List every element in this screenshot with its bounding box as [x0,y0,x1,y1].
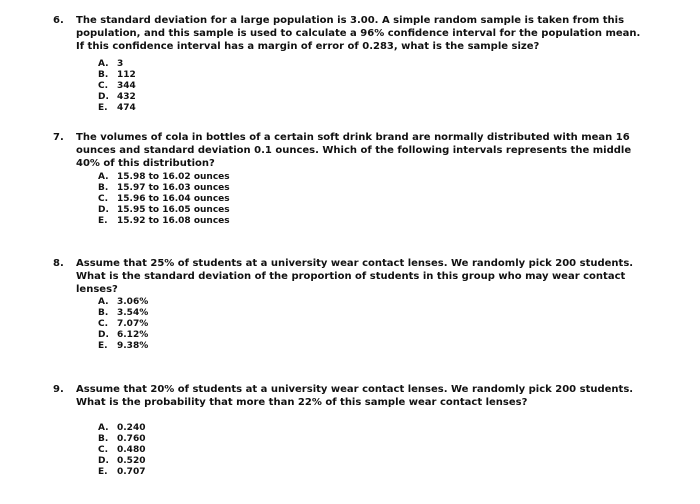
answer-option [98,456,145,467]
question-number: 8. [53,258,64,269]
option-text: 15.95 to 16.05 ounces [117,205,230,215]
answer-options [98,297,148,352]
option-letter: E. [98,103,108,113]
option-letter: E. [98,341,108,351]
option-letter: C. [98,81,109,91]
question-number: 6. [53,15,64,26]
option-text: 474 [117,103,136,113]
option-text: 15.98 to 16.02 ounces [117,172,230,182]
option-text: 15.92 to 16.08 ounces [117,216,230,226]
answer-option [98,103,136,114]
option-text: 6.12% [117,330,149,340]
option-text: 3.06% [117,297,149,307]
answer-option [98,308,148,319]
answer-option [98,194,230,205]
answer-option [98,423,145,434]
option-letter: C. [98,194,109,204]
answer-option [98,434,145,445]
option-letter: B. [98,308,109,318]
answer-option [98,172,230,183]
option-letter: C. [98,445,109,455]
option-text: 15.97 to 16.03 ounces [117,183,230,193]
option-letter: A. [98,59,109,69]
question-number: 9. [53,384,64,395]
option-text: 0.707 [117,467,146,477]
option-text: 3 [117,59,124,69]
question-text: Assume that 20% of students at a university wear contact lenses. We randomly pick 200 students. What is the probability that more than 22% of this sample wear contact lenses? [76,384,634,408]
answer-option [98,59,136,70]
option-letter: E. [98,216,108,226]
option-letter: A. [98,423,109,433]
answer-option [98,205,230,216]
answer-options [98,423,145,478]
question-text: Assume that 25% of students at a university wear contact lenses. We randomly pick 200 students. What is the standard deviation of the proportion of students in this group who may wear contact lenses? [76,258,634,295]
option-letter: C. [98,319,109,329]
option-text: 112 [117,70,136,80]
answer-options [98,172,230,227]
answer-option [98,467,145,478]
option-text: 0.240 [117,423,146,433]
answer-option [98,330,148,341]
option-letter: D. [98,330,109,340]
answer-option [98,319,148,330]
option-text: 9.38% [117,341,149,351]
option-text: 432 [117,92,136,102]
question-text: The volumes of cola in bottles of a certain soft drink brand are normally distributed with mean 16 ounces and standard deviation 0.1 ounces. Which of the following intervals represents the middle 40% of this distribution? [76,132,632,169]
answer-options [98,59,136,114]
question-text: The standard deviation for a large population is 3.00. A simple random sample is taken from this population, and this sample is used to calculate a 96% confidence interval for the population mean. If this confidence interval has a margin of error of 0.283, what is the sample size? [76,15,641,52]
option-letter: D. [98,92,109,102]
option-letter: D. [98,205,109,215]
option-text: 7.07% [117,319,149,329]
answer-option [98,216,230,227]
option-letter: A. [98,297,109,307]
answer-option [98,81,136,92]
answer-option [98,445,145,456]
option-text: 344 [117,81,136,91]
option-text: 0.760 [117,434,146,444]
option-letter: E. [98,467,108,477]
option-text: 3.54% [117,308,149,318]
option-letter: A. [98,172,109,182]
option-letter: D. [98,456,109,466]
answer-option [98,70,136,81]
option-text: 15.96 to 16.04 ounces [117,194,230,204]
question-number: 7. [53,132,64,143]
answer-option [98,183,230,194]
option-letter: B. [98,434,109,444]
option-text: 0.480 [117,445,146,455]
answer-option [98,92,136,103]
answer-option [98,341,148,352]
option-letter: B. [98,70,109,80]
option-letter: B. [98,183,109,193]
answer-option [98,297,148,308]
option-text: 0.520 [117,456,146,466]
